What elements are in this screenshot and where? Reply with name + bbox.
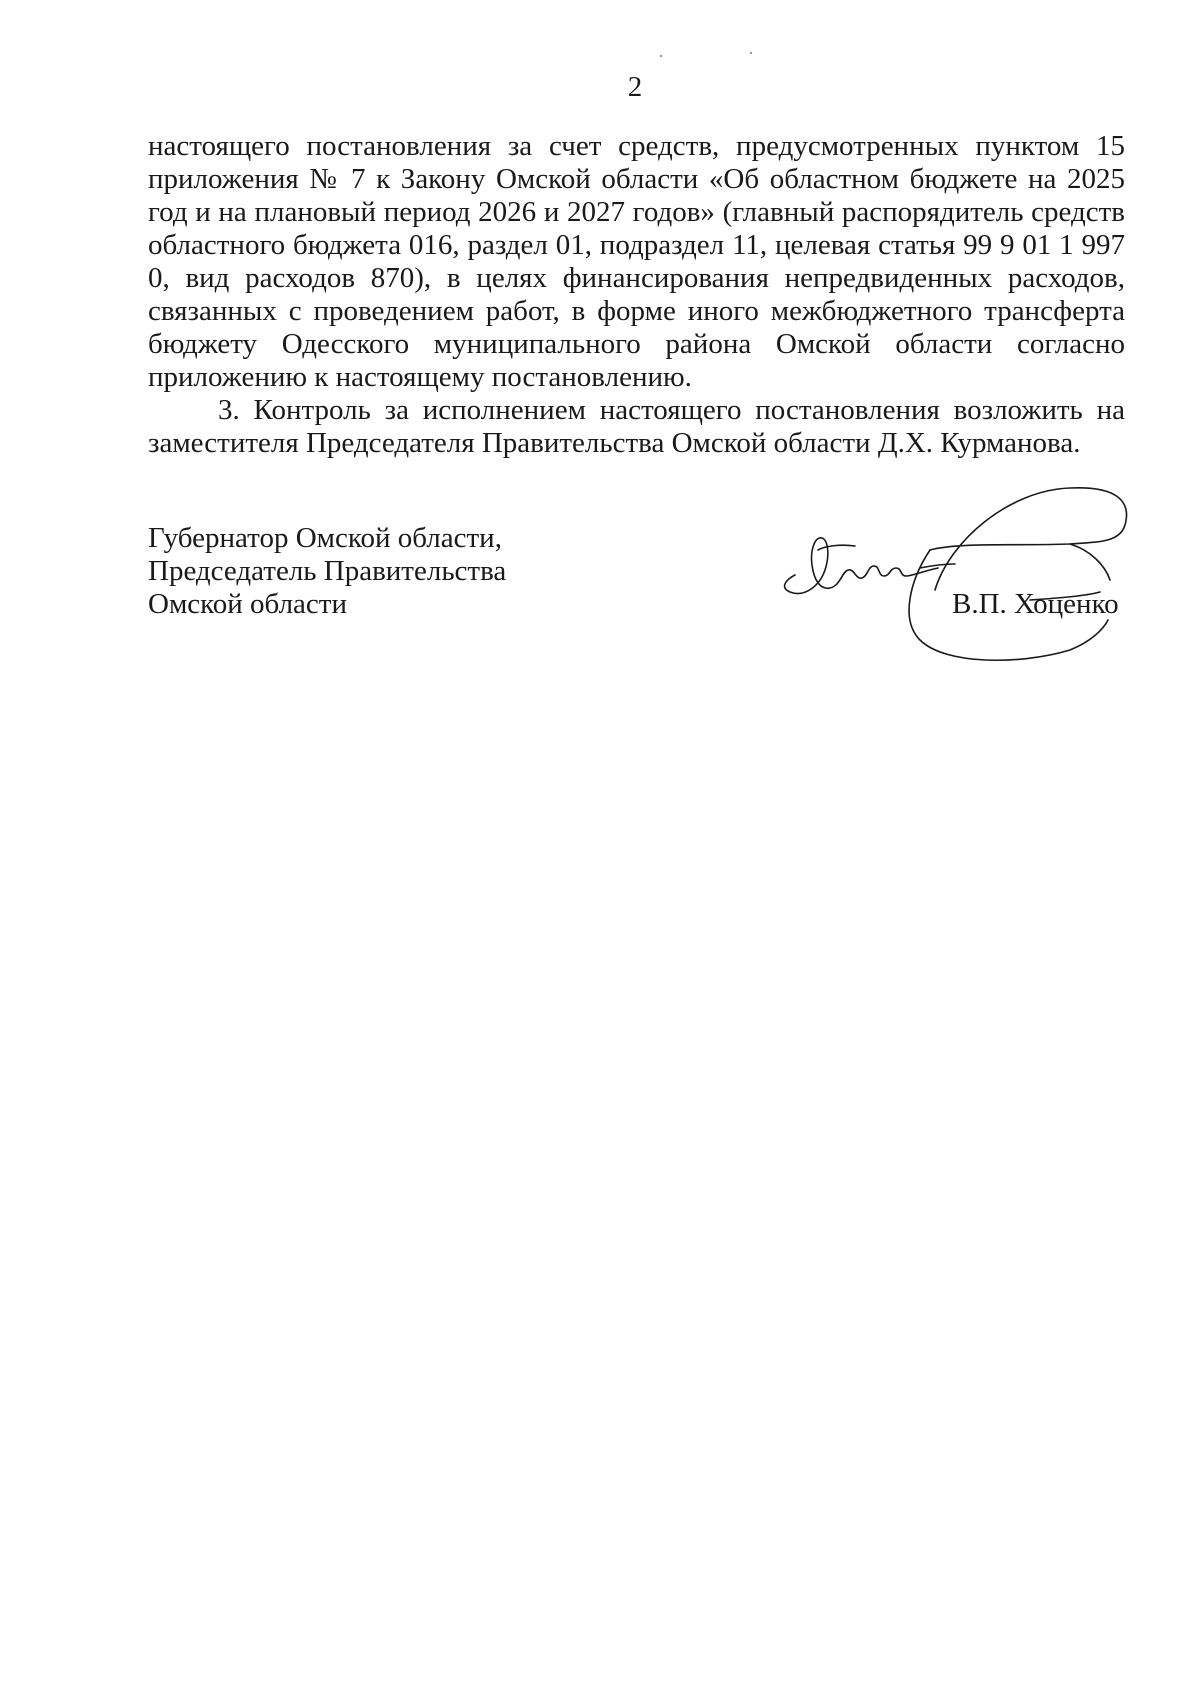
signatory-position-line: Председатель Правительства — [148, 555, 507, 587]
document-body — [148, 130, 1125, 460]
page-number: 2 — [627, 71, 643, 103]
scan-speck — [750, 52, 752, 54]
signatory-position-line: Омской области — [148, 588, 347, 620]
signatory-position — [148, 522, 506, 621]
signatory-name: В.П. Хоценко — [952, 588, 1119, 620]
handwritten-signature — [770, 480, 1130, 680]
paragraph-control: 3. Контроль за исполнением настоящего постановления возложить на заместителя Председателя Правительства Омской области Д.Х. Курманова. — [148, 394, 1125, 459]
scan-speck — [660, 55, 662, 57]
signatory-position-line: Губернатор Омской области, — [148, 522, 502, 554]
paragraph-continuation: настоящего постановления за счет средств, предусмотренных пунктом 15 приложения № 7 к Закону Омской области «Об областном бюджете на 2025 год и на плановый период 2026 и 2027 годов» (главный распорядитель средств областного бюджета 016, раздел 01, подраздел 11, целевая статья 99 9 01 1 997 0, вид расходов 870), в целях финансирования непредвиденных расходов, связанных с проведением работ, в форме иного межбюджетного трансферта бюджету Одесского муниципального района Омской области согласно приложению к настоящему постановлению. — [148, 130, 1125, 393]
